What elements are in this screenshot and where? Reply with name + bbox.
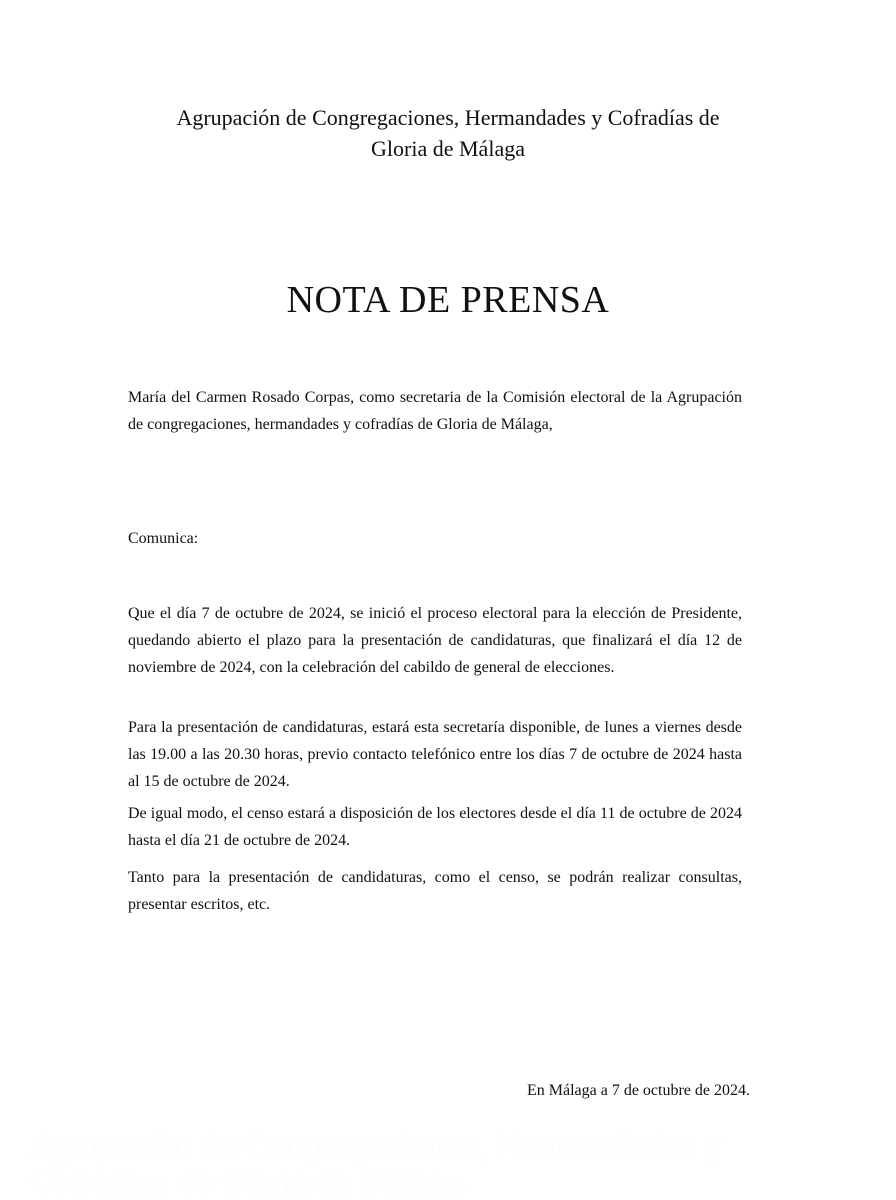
body-paragraph-1: Que el día 7 de octubre de 2024, se inició el proceso electoral para la elección de Presidente, quedando abierto el plazo para la presentación de candidaturas, que finalizará el día 12 de noviembre de 2024, con la celebración del cabildo de general de elecciones.	[128, 605, 742, 676]
watermark-line-1: Agrupación de Congregaciones, Hermandades y	[30, 1128, 722, 1164]
header-line-2: Gloria de Málaga	[371, 136, 525, 161]
header-line-1: Agrupación de Congregaciones, Hermandades y Cofradías de	[176, 105, 720, 130]
body-paragraph-2: Para la presentación de candidaturas, estará esta secretaría disponible, de lunes a viernes desde las 19.00 a las 20.30 horas, previo contacto telefónico entre los días 7 de octubre de 2024 hasta al 15 de octubre de 2024.	[128, 719, 742, 790]
closing-date-line: En Málaga a 7 de octubre de 2024.	[526, 1082, 750, 1099]
body-paragraph-3: De igual modo, el censo estará a disposición de los electores desde el día 11 de octubre de 2024 hasta el día 21 de octubre de 2024.	[128, 805, 742, 849]
intro-paragraph: María del Carmen Rosado Corpas, como secretaria de la Comisión electoral de la Agrupación de congregaciones, hermandades y cofradías de Gloria de Málaga,	[128, 389, 742, 433]
watermark-line-2: Cofradías de Gloria de Málaga	[30, 1164, 466, 1200]
body-paragraph-4: Tanto para la presentación de candidaturas, como el censo, se podrán realizar consultas, presentar escritos, etc.	[128, 869, 742, 913]
document-title: NOTA DE PRENSA	[286, 279, 610, 321]
organization-header	[0, 102, 896, 164]
watermark	[30, 1128, 870, 1200]
comunica-label: Comunica:	[128, 530, 199, 547]
